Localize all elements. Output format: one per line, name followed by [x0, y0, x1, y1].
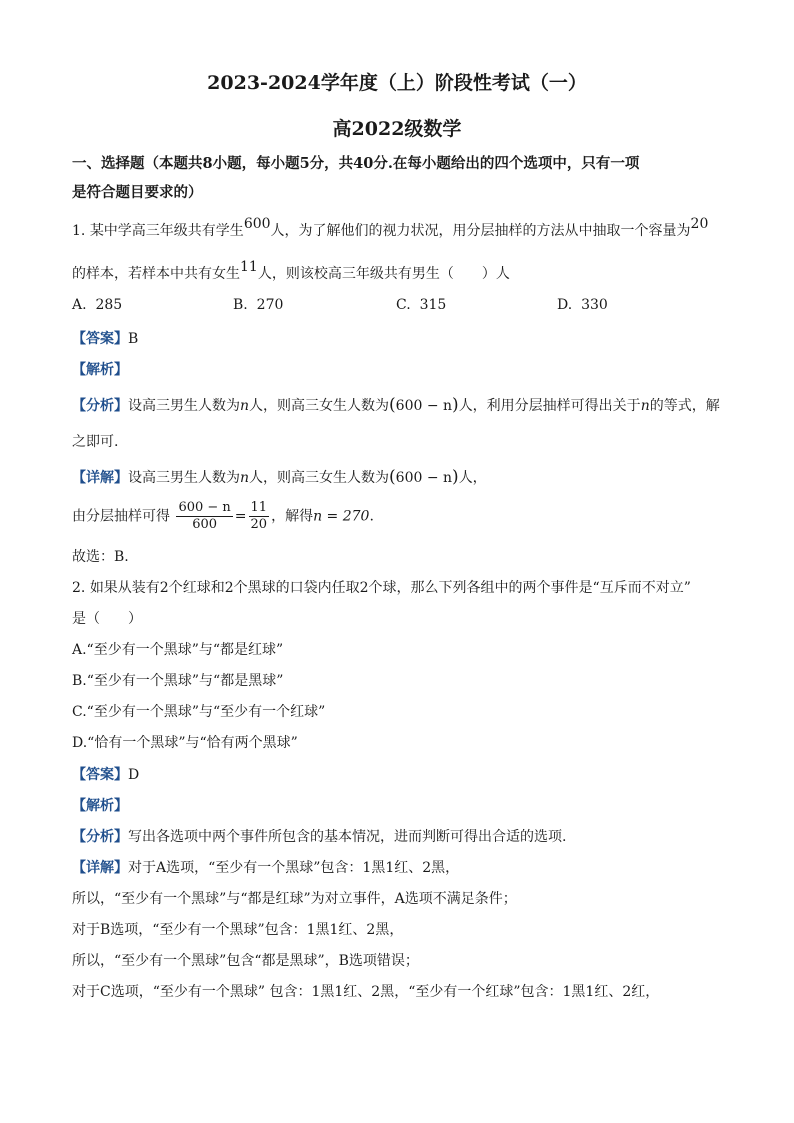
- q1-number: 1.: [72, 223, 86, 239]
- exam-title: 2023-2024学年度（上）阶段性考试（一）: [207, 72, 587, 94]
- q1-answer: [72, 328, 138, 348]
- q1-stem-line2: [72, 259, 510, 283]
- q1-result: n = 270: [313, 508, 370, 525]
- q1-conclusion: 故选：B.: [72, 549, 129, 565]
- q1-option-a: A. 285: [72, 297, 123, 313]
- q1-text-a: 某中学高三年级共有学生: [89, 223, 244, 239]
- q2-stem-line1: 2. 如果从装有2个红球和2个黑球的口袋内任取2个球，那么下列各组中的两个事件是“互斥而不对立”: [72, 580, 691, 596]
- q1-xiangjie-line1: 【详解】设高三男生人数为n人，则高三女生人数为(600 − n)人，: [72, 467, 487, 487]
- q1-option-c: C. 315: [396, 297, 447, 313]
- section-heading-line2: 是符合题目要求的）: [72, 184, 203, 201]
- answer-tag: 【答案】: [72, 331, 128, 347]
- q2-xiangjie-line4: 所以，“至少有一个黑球”包含“都是黑球”，B选项错误；: [72, 953, 419, 969]
- fenxi-tag: 【分析】: [72, 829, 128, 845]
- q1-text-c: 的样本，若样本中共有女生: [72, 266, 240, 282]
- fraction-2: $\frac{11}{20}$: [250, 500, 268, 532]
- xiangjie-tag: 【详解】: [72, 860, 128, 876]
- q1-girls: 11: [240, 259, 258, 275]
- q1-xiangjie-line2: 由分层抽样可得 $\frac{600 - n}{600}$ = $\frac{11}{20}$ ，解得n = 270.: [72, 500, 374, 532]
- q1-expr-600-n: 600 − n: [395, 398, 453, 414]
- q1-fenxi-line1: 【分析】设高三男生人数为n人，则高三女生人数为(600 − n)人，利用分层抽样可得出关于n的等式，解: [72, 395, 720, 415]
- answer-tag: 【答案】: [72, 767, 128, 783]
- q2-xiangjie-line3: 对于B选项，“至少有一个黑球”包含：1黑1红、2黑，: [72, 922, 404, 938]
- q2-number: 2.: [72, 580, 86, 596]
- q1-total: 600: [243, 216, 271, 232]
- q2-answer-value: D: [128, 767, 140, 783]
- q2-xiangjie-line5: 对于C选项，“至少有一个黑球” 包含：1黑1红、2黑，“至少有一个红球”包含：1黑1红、2红，: [72, 984, 660, 1000]
- q2-option-a: A.“至少有一个黑球”与“都是红球”: [72, 642, 284, 658]
- q1-stem-line1: [72, 216, 709, 240]
- q1-text-b: 人，为了解他们的视力状况，用分层抽样的方法从中抽取一个容量为: [270, 223, 691, 239]
- q2-xiangjie-line2: 所以，“至少有一个黑球”与“都是红球”为对立事件，A选项不满足条件；: [72, 891, 517, 907]
- q2-answer: [72, 764, 139, 784]
- q1-answer-value: B: [128, 331, 139, 347]
- q1-option-b: B. 270: [233, 297, 284, 313]
- q1-sample: 20: [690, 216, 709, 232]
- q2-option-b: B.“至少有一个黑球”与“都是黑球”: [72, 673, 284, 689]
- q1-option-d: D. 330: [557, 297, 608, 313]
- section-heading-line1: 一、选择题（本题共8小题，每小题5分，共40分.在每小题给出的四个选项中，只有一项: [72, 155, 640, 172]
- jiexi-tag: 【解析】: [72, 362, 128, 378]
- fenxi-tag: 【分析】: [72, 398, 128, 414]
- jiexi-tag: 【解析】: [72, 798, 128, 814]
- q2-option-d: D.“恰有一个黑球”与“恰有两个黑球”: [72, 735, 298, 751]
- exam-subtitle: 高2022级数学: [332, 118, 462, 140]
- q1-fenxi-line2: 之即可.: [72, 434, 119, 450]
- fraction-1: $\frac{600 - n}{600}$: [178, 500, 231, 532]
- q2-jiexi: [72, 795, 128, 815]
- q1-jiexi: [72, 359, 128, 379]
- q2-fenxi: 【分析】写出各选项中两个事件所包含的基本情况，进而判断可得出合适的选项.: [72, 829, 567, 845]
- q2-stem-line2: 是（ ）: [72, 611, 142, 627]
- q1-text-d: 人，则该校高三年级共有男生（ ）人: [257, 266, 510, 282]
- q2-xiangjie-line1: 【详解】对于A选项，“至少有一个黑球”包含：1黑1红、2黑，: [72, 860, 460, 876]
- q2-option-c: C.“至少有一个黑球”与“至少有一个红球”: [72, 704, 326, 720]
- xiangjie-tag: 【详解】: [72, 470, 128, 486]
